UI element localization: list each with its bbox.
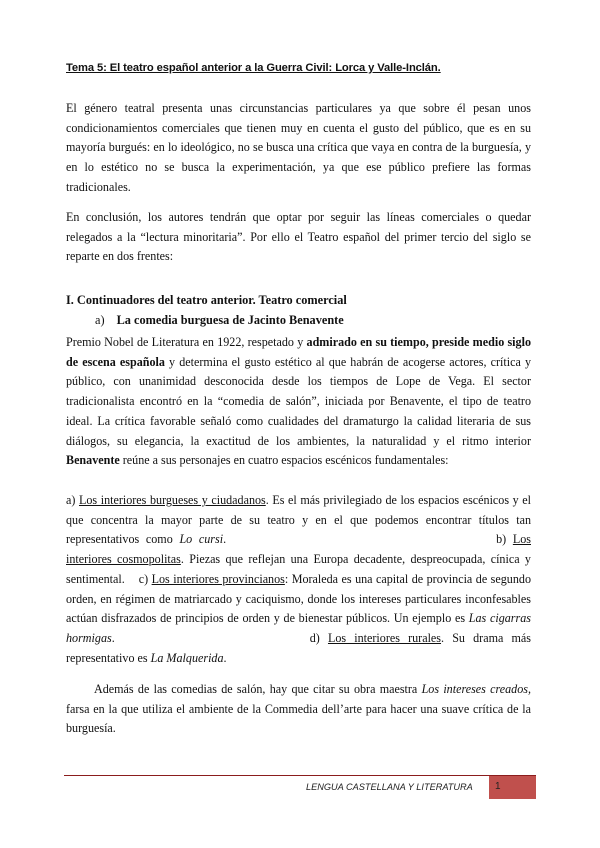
space-c-text: : Moraleda es una capital de provincia de segundo orden, en régimen de matriarcado y caciquismo, donde los intereses particulares inconfesables actúan disfrazados de principios de orden y de bienestar públicos. Un ejemplo es	[66, 571, 531, 626]
benavente-bold-1: admirado en su tiempo, preside medio siglo de escena española	[66, 335, 531, 369]
closing-text-1: Además de las comedias de salón, hay que citar su obra maestra	[94, 682, 422, 696]
closing-paragraph	[66, 680, 531, 739]
page-number-box	[489, 776, 536, 799]
space-c-end: .	[111, 630, 115, 645]
closing-text-2: farsa en la que utiliza el ambiente de la Commedia dell’arte para hacer una suave crítica de la burguesía.	[66, 701, 531, 736]
space-c-label: c)	[138, 571, 152, 586]
subsection-title: La comedia burguesa de Jacinto Benavente	[116, 313, 344, 327]
footer-subject: LENGUA CASTELLANA Y LITERATURA	[306, 782, 473, 792]
spaces-paragraph	[66, 491, 531, 668]
space-b-label: b)	[496, 532, 513, 547]
benavente-text-2: y determina el gusto estético al que habrán de acogerse actores, crítica y público, con unanimidad desconocida desde los tiempos de Lope de Vega. El sector tradicionalista encontró en la “comedia de salón”, iniciada por Benavente, el tipo de teatro ideal. La crítica favorable señaló como cualidades del dramaturgo la calidad literaria de sus diálogos, su elegancia, la exactitud de los ambientes, la naturalidad y el ritmo interior	[66, 354, 532, 448]
closing-work: Los intereses creados,	[421, 682, 531, 696]
space-a-text: . Es el más privilegiado de los espacios escénicos y el que concentra la mayor parte de su teatro y en el que podemos encontrar títulos tan representativos como	[66, 493, 531, 547]
space-a-label: a)	[66, 493, 79, 507]
space-c-work: Las cigarras hormigas	[66, 611, 531, 645]
conclusion-paragraph: En conclusión, los autores tendrán que optar por seguir las líneas comerciales o quedar relegados a la “lectura minoritaria”. Por ello el Teatro español del primer tercio del siglo se reparte en dos frentes:	[66, 210, 531, 264]
space-b-text: . Piezas que reflejan una Europa decadente, despreocupada, cínica y sentimental.	[66, 552, 531, 586]
benavente-paragraph	[66, 333, 531, 471]
space-d-label: d)	[309, 630, 328, 645]
section-heading: I. Continuadores del teatro anterior. Teatro comercial	[66, 293, 347, 307]
subsection-heading	[95, 313, 344, 328]
space-a-title: Los interiores burgueses y ciudadanos	[78, 493, 266, 507]
space-d-work: La Malquerida	[150, 650, 224, 665]
space-d-title: Los interiores rurales	[327, 630, 442, 645]
intro-paragraph: El género teatral presenta unas circunstancias particulares ya que sobre él pesan unos condicionamientos comerciales que tienen muy en cuenta el gusto del público, que es en su mayoría burgués: en lo ideológico, no se busca una crítica que vaya en contra de la burguesía, y en lo estético no se busca la experimentación, ya que ese público prefiere las formas tradicionales.	[66, 101, 531, 194]
benavente-text-3: reúne a sus personajes en cuatro espacios escénicos fundamentales:	[119, 453, 449, 468]
space-d-text: . Su drama más representativo es	[66, 630, 531, 665]
space-a-end: .	[223, 532, 227, 547]
subsection-label: a)	[95, 313, 105, 327]
benavente-bold-2: Benavente	[66, 453, 120, 468]
space-b-title: Los interiores cosmopolitas	[66, 532, 531, 567]
footer-rule	[64, 775, 536, 776]
space-a-work: Lo cursi	[179, 532, 224, 547]
space-c-title: Los interiores provincianos	[151, 571, 285, 586]
document-title: Tema 5: El teatro español anterior a la Guerra Civil: Lorca y Valle-Inclán.	[66, 62, 441, 74]
benavente-text-1: Premio Nobel de Literatura en 1922, respetado y	[66, 335, 307, 349]
page-number: 1	[495, 781, 501, 792]
space-d-end: .	[223, 650, 227, 665]
